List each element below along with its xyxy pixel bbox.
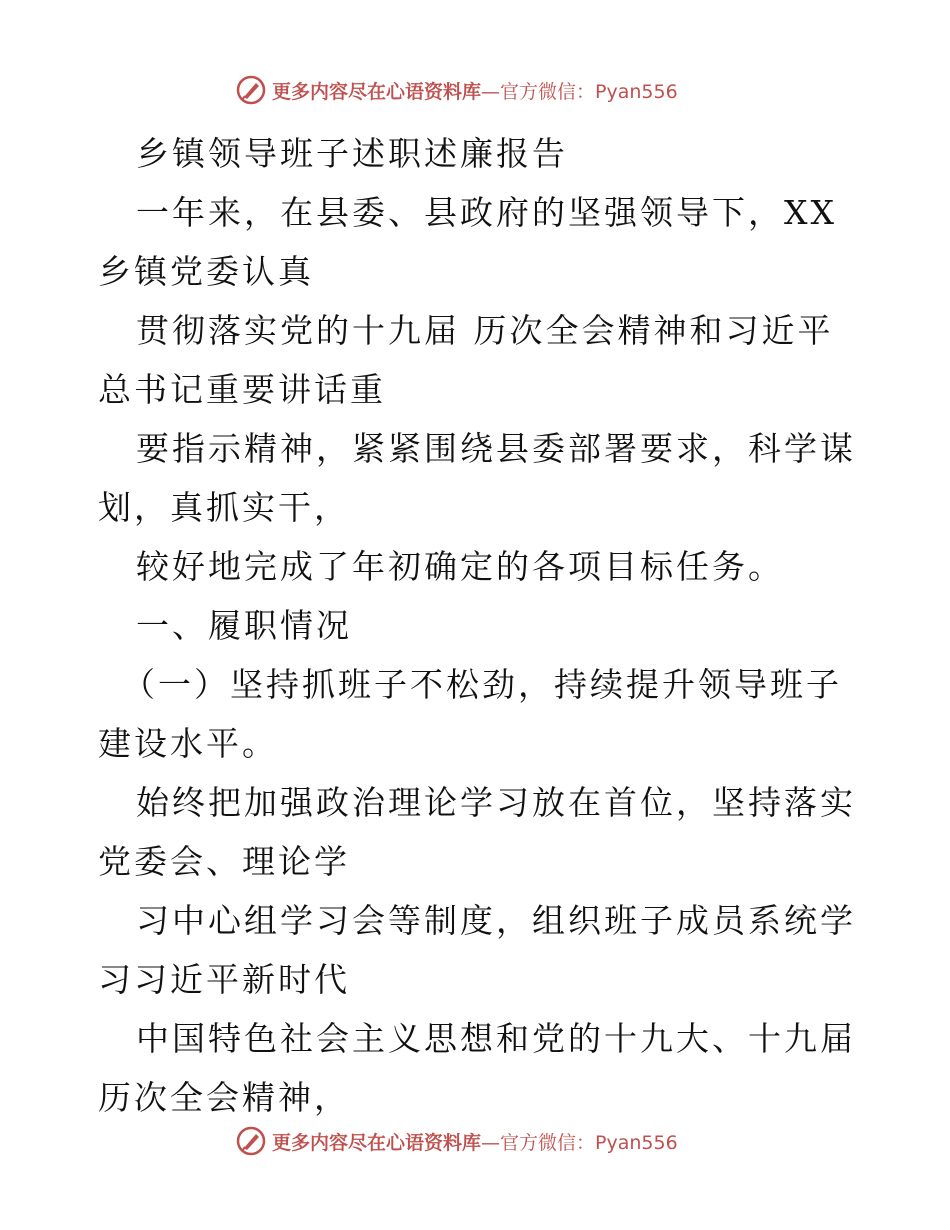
header-watermark: [236, 72, 678, 108]
watermark-text: 更多内容尽在心语资料库—官方微信：Pyan556: [272, 1131, 678, 1154]
section-heading: 一、履职情况: [136, 606, 352, 645]
paragraph-6: 习中心组学习会等制度，组织班子成员系统学习习近平新时代: [98, 901, 856, 999]
paragraph-5: 始终把加强政治理论学习放在首位，坚持落实党委会、理论学: [98, 783, 856, 881]
paragraph-7: 中国特色社会主义思想和党的十九大、十九届历次全会精神，: [98, 1019, 856, 1117]
paragraph-3: 要指示精神，紧紧围绕县委部署要求，科学谋划，真抓实干，: [98, 429, 856, 527]
paragraph-4: 较好地完成了年初确定的各项目标任务。: [136, 547, 784, 586]
footer-watermark: [236, 1123, 678, 1159]
paragraph-1: 一年来，在县委、县政府的坚强领导下，XX 乡镇党委认真: [98, 193, 837, 291]
paragraph-2: 贯彻落实党的十九届 历次全会精神和习近平总书记重要讲话重: [98, 311, 834, 409]
document-title: 乡镇领导班子述职述廉报告: [136, 134, 568, 173]
document-body: [98, 124, 858, 1127]
subsection-heading: （一）坚持抓班子不松劲，持续提升领导班子建设水平。: [98, 665, 842, 763]
quill-pen-circle-icon: [236, 1126, 266, 1156]
watermark-text: 更多内容尽在心语资料库—官方微信：Pyan556: [272, 80, 678, 103]
quill-pen-circle-icon: [236, 75, 266, 105]
